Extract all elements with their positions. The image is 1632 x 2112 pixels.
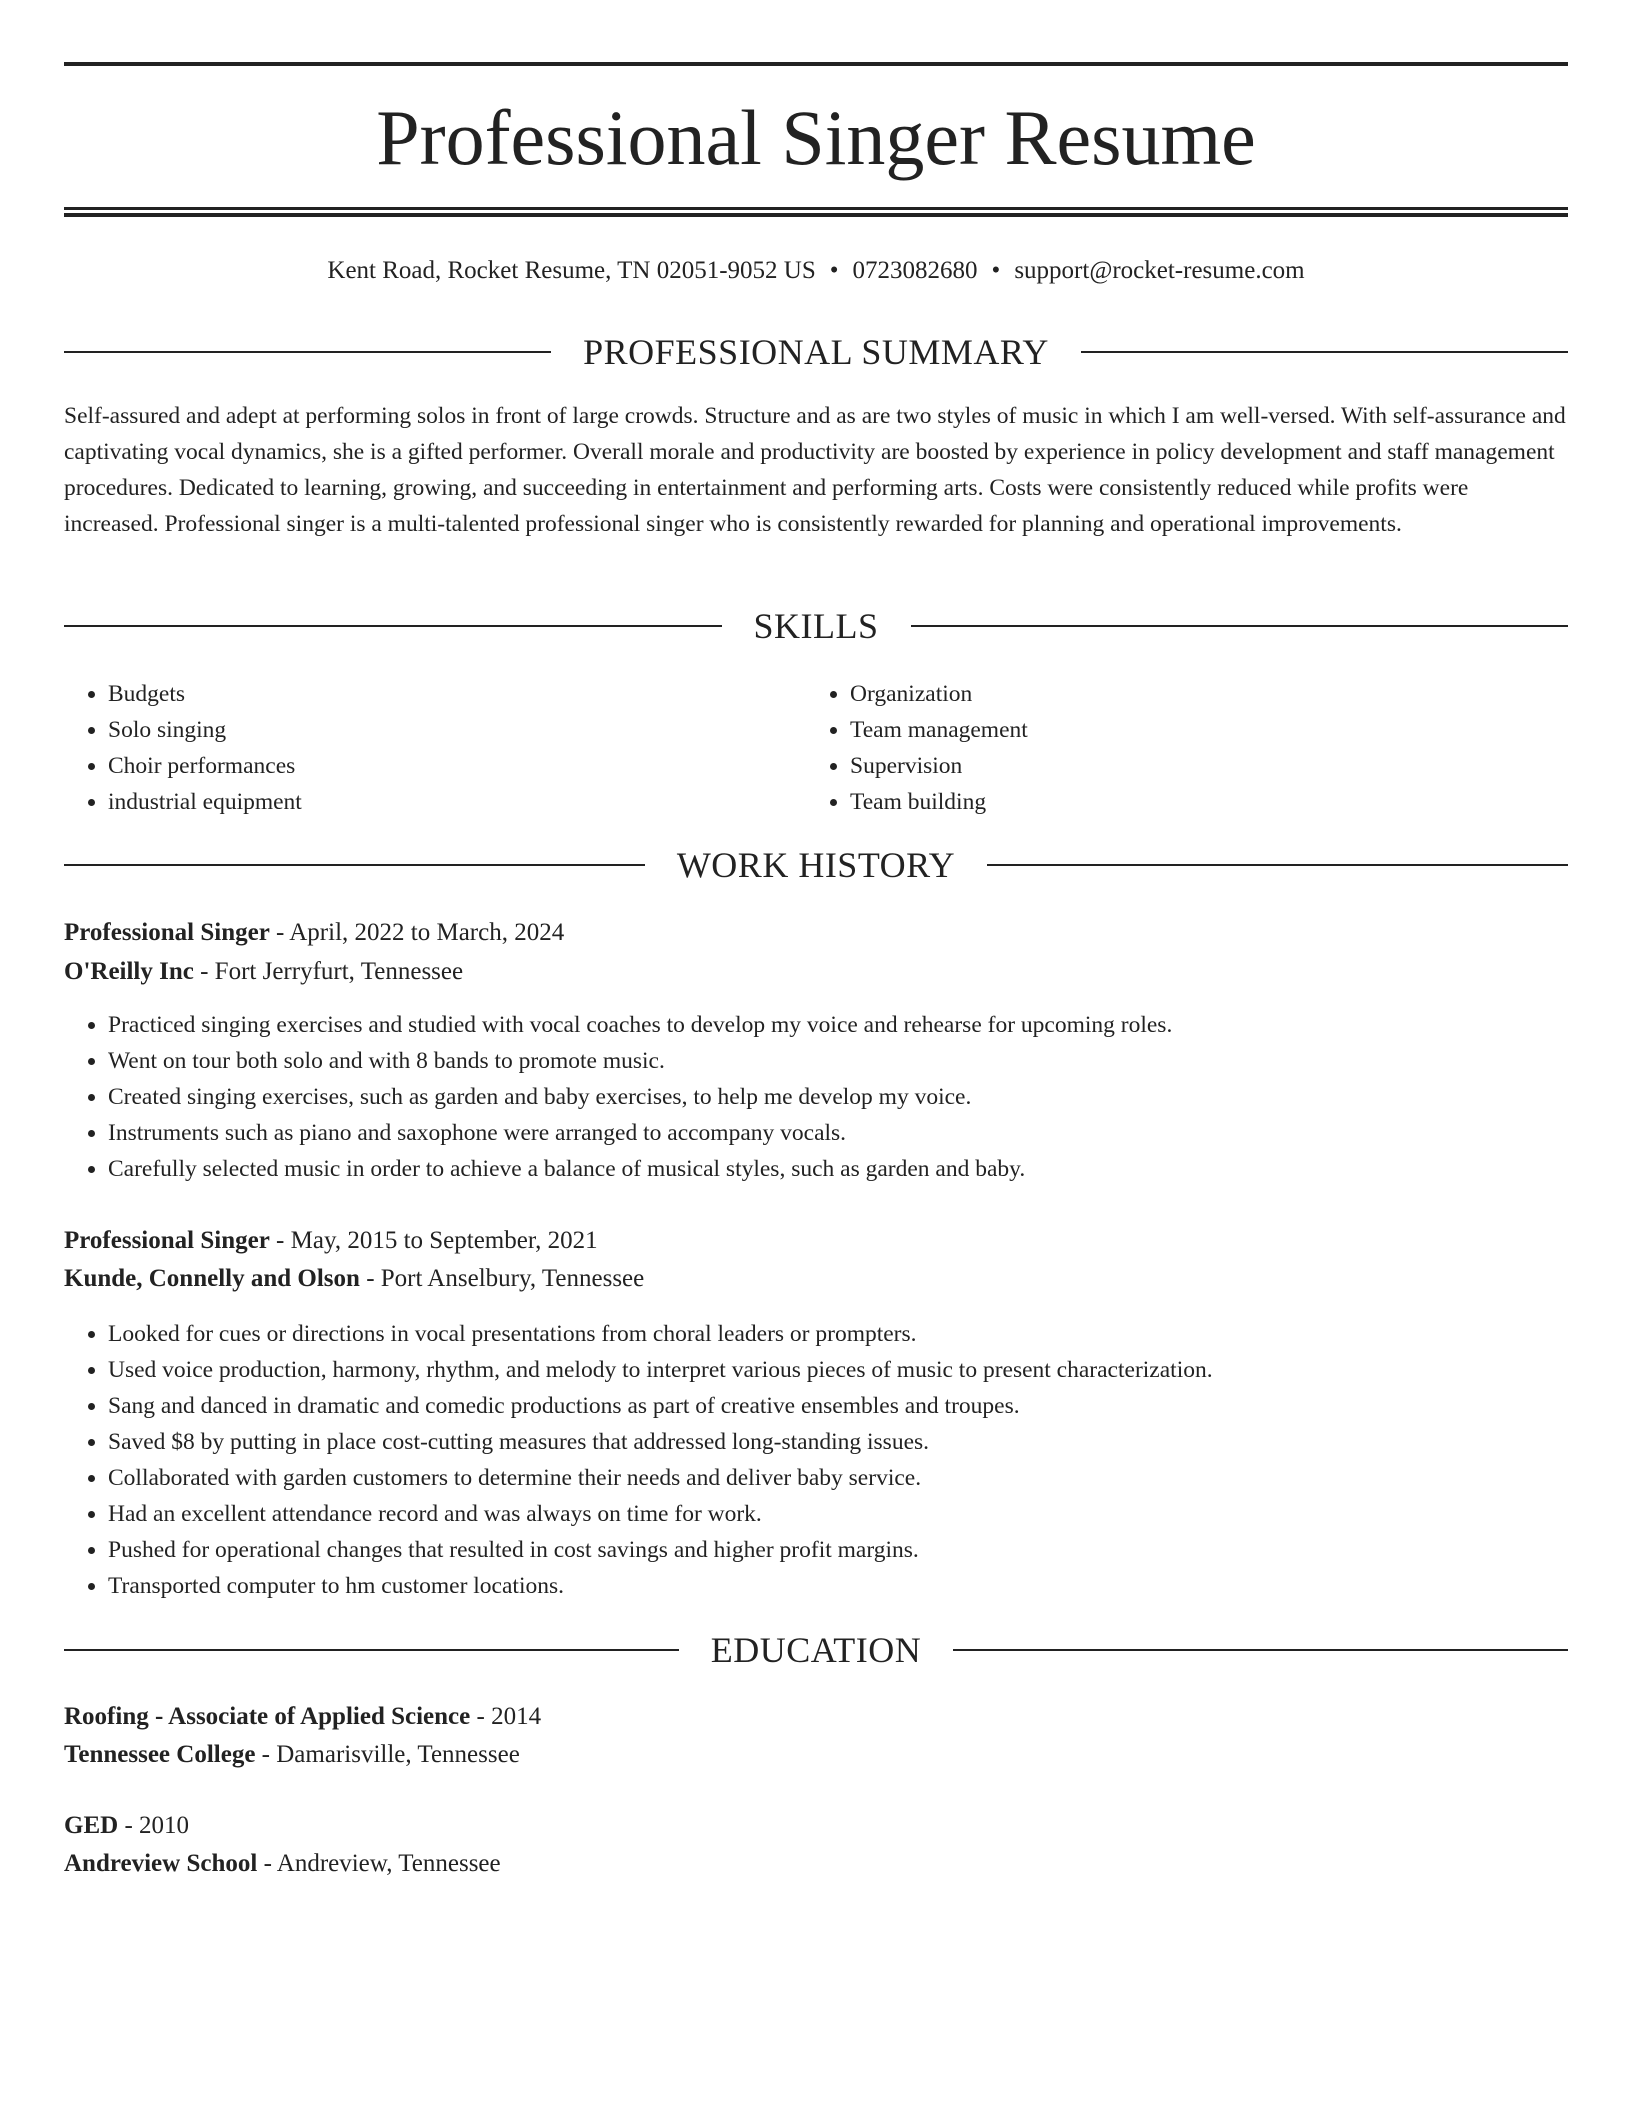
job-bullet: • Practiced singing exercises and studied with vocal coaches to develop my voice and rehearse for upcoming roles. xyxy=(108,1007,1568,1043)
skill-item: • Solo singing xyxy=(108,712,804,748)
skills-heading-label: SKILLS xyxy=(753,606,879,646)
job-dates: - May, 2015 to September, 2021 xyxy=(269,1227,598,1254)
job-location: - Fort Jerryfurt, Tennessee xyxy=(193,958,464,985)
education-heading xyxy=(64,1628,1568,1672)
education-heading-label: EDUCATION xyxy=(710,1630,922,1670)
education-location: - Damarisville, Tennessee xyxy=(255,1741,520,1768)
job-bullet: • Instruments such as piano and saxophone were arranged to accompany vocals. xyxy=(108,1115,1568,1151)
job-bullet: • Transported computer to hm customer locations. xyxy=(108,1568,1568,1604)
heading-rule-right xyxy=(911,625,1569,627)
job-bullet: • Sang and danced in dramatic and comedic productions as part of creative ensembles and troupes. xyxy=(108,1388,1568,1424)
education-degree: GED xyxy=(64,1812,119,1839)
education-degree-line xyxy=(64,1807,1568,1845)
education-year: - 2010 xyxy=(118,1812,190,1839)
skill-item: • Team building xyxy=(850,784,1546,820)
summary-text: Self-assured and adept at performing solos in front of large crowds. Structure and as are two styles of music in which I am well-versed. With self-assurance and captivating vocal dynamics, she is a gifted performer. Overall morale and productivity are boosted by experience in policy development and staff management procedures. Dedicated to learning, growing, and succeeding in entertainment and performing arts. Costs were consistently reduced while profits were increased. Professional singer is a multi-talented professional singer who is consistently rewarded for planning and operational improvements. xyxy=(64,403,1566,537)
contact-address: Kent Road, Rocket Resume, TN 02051-9052 US xyxy=(327,257,816,284)
job-bullet: • Looked for cues or directions in vocal presentations from choral leaders or prompters. xyxy=(108,1316,1568,1352)
skill-item: • Choir performances xyxy=(108,748,804,784)
job-bullets xyxy=(64,1007,1568,1187)
work-heading-label: WORK HISTORY xyxy=(676,845,956,885)
job-bullet: • Went on tour both solo and with 8 bands to promote music. xyxy=(108,1043,1568,1079)
job-bullets xyxy=(64,1316,1568,1604)
skills-left-column xyxy=(64,676,804,820)
education-school: Andreview School xyxy=(64,1850,258,1877)
skill-item: • industrial equipment xyxy=(108,784,804,820)
job-company: Kunde, Connelly and Olson xyxy=(64,1265,360,1292)
title-double-rule xyxy=(64,207,1568,217)
heading-rule-right xyxy=(987,864,1568,866)
job-location: - Port Anselbury, Tennessee xyxy=(359,1265,645,1292)
skill-item: • Supervision xyxy=(850,748,1546,784)
job-title-line xyxy=(64,914,1568,952)
job-company-line xyxy=(64,953,1568,991)
heading-rule-left xyxy=(64,1649,679,1651)
job-bullet: • Carefully selected music in order to achieve a balance of musical styles, such as garden and baby. xyxy=(108,1151,1568,1187)
job-bullet: • Saved $8 by putting in place cost-cutting measures that addressed long-standing issues. xyxy=(108,1424,1568,1460)
job-bullet: • Pushed for operational changes that resulted in cost savings and higher profit margins. xyxy=(108,1532,1568,1568)
education-degree-line xyxy=(64,1698,1568,1736)
work-heading xyxy=(64,843,1568,887)
job-bullet: • Collaborated with garden customers to determine their needs and deliver baby service. xyxy=(108,1460,1568,1496)
education-year: - 2014 xyxy=(470,1703,542,1730)
top-rule xyxy=(64,62,1568,66)
summary-heading xyxy=(64,330,1568,374)
contact-line xyxy=(64,255,1568,287)
education-degree: Roofing - Associate of Applied Science xyxy=(64,1703,471,1730)
job-company: O'Reilly Inc xyxy=(64,958,194,985)
job-title: Professional Singer xyxy=(64,919,270,946)
summary-heading-label: PROFESSIONAL SUMMARY xyxy=(583,332,1049,372)
contact-separator: • xyxy=(991,257,1001,284)
skills-right-column xyxy=(806,676,1546,820)
job-bullet: • Had an excellent attendance record and was always on time for work. xyxy=(108,1496,1568,1532)
heading-rule-left xyxy=(64,351,551,353)
education-school-line xyxy=(64,1736,1568,1774)
contact-phone: 0723082680 xyxy=(852,257,978,284)
job-bullet: • Created singing exercises, such as garden and baby exercises, to help me develop my voice. xyxy=(108,1079,1568,1115)
resume-title: Professional Singer Resume xyxy=(376,94,1256,181)
job-title: Professional Singer xyxy=(64,1227,270,1254)
education-location: - Andreview, Tennessee xyxy=(257,1850,501,1877)
job-bullet: • Used voice production, harmony, rhythm, and melody to interpret various pieces of music to present characterization. xyxy=(108,1352,1568,1388)
education-school: Tennessee College xyxy=(64,1741,256,1768)
heading-rule-right xyxy=(953,1649,1568,1651)
education-school-line xyxy=(64,1845,1568,1883)
contact-separator: • xyxy=(829,257,839,284)
contact-email: support@rocket-resume.com xyxy=(1014,257,1305,284)
job-company-line xyxy=(64,1260,1568,1298)
skill-item: • Team management xyxy=(850,712,1546,748)
heading-rule-left xyxy=(64,625,722,627)
skill-item: • Budgets xyxy=(108,676,804,712)
skill-item: • Organization xyxy=(850,676,1546,712)
skills-heading xyxy=(64,604,1568,648)
job-title-line xyxy=(64,1222,1568,1260)
job-dates: - April, 2022 to March, 2024 xyxy=(269,919,565,946)
heading-rule-left xyxy=(64,864,645,866)
heading-rule-right xyxy=(1081,351,1568,353)
